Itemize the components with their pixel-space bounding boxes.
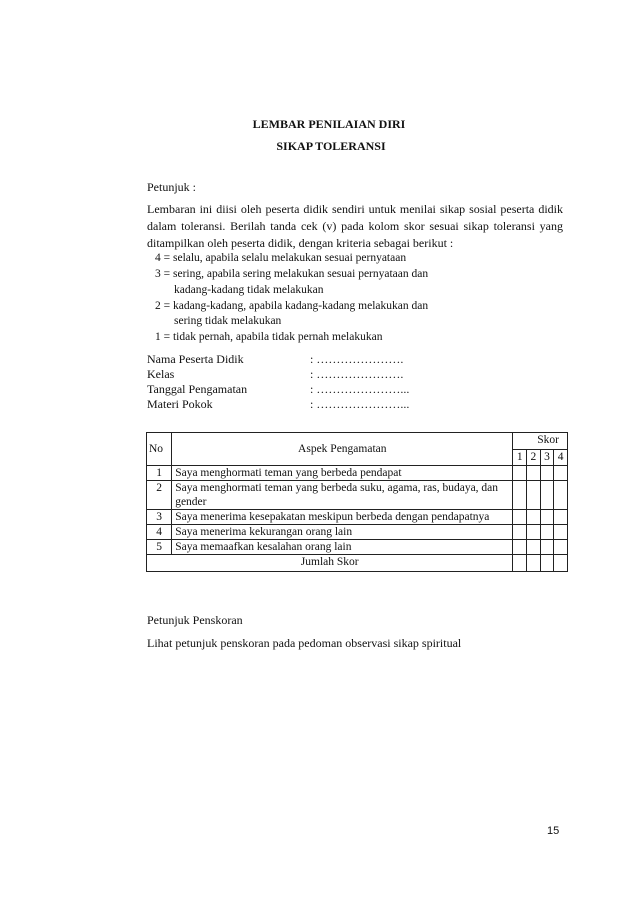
header-skor: Skor [513, 433, 568, 450]
header-skor-3: 3 [540, 450, 554, 466]
score-cell-1[interactable] [513, 466, 527, 481]
score-cell-4[interactable] [554, 466, 568, 481]
header-skor-1: 1 [513, 450, 527, 466]
total-row [147, 555, 568, 572]
row-aspek: Saya menerima kesepakatan meskipun berbeda dengan pendapatnya [172, 510, 513, 525]
table-row [147, 510, 568, 525]
page-number: 15 [547, 825, 560, 837]
score-cell-4[interactable] [554, 481, 568, 510]
assessment-table [146, 432, 568, 572]
document-subtitle: SIKAP TOLERANSI [276, 139, 386, 153]
table-row [147, 481, 568, 510]
scoring-label: Petunjuk Penskoran [147, 613, 243, 627]
total-label: Jumlah Skor [147, 555, 513, 572]
table-row [147, 466, 568, 481]
identity-value-date: : …………………... [310, 382, 410, 396]
score-cell-2[interactable] [527, 481, 541, 510]
instructions-paragraph: Lembaran ini diisi oleh peserta didik sendiri untuk menilai sikap sosial peserta didik dalam toleransi. Berilah tanda cek (v) pada kolom skor sesuai sikap toleransi yang ditampilkan oleh peserta didik, dengan kriteria sebagai berikut : [147, 202, 563, 250]
total-cell-3[interactable] [540, 555, 554, 572]
score-cell-2[interactable] [527, 466, 541, 481]
header-skor-2: 2 [527, 450, 541, 466]
scoring-text: Lihat petunjuk penskoran pada pedoman observasi sikap spiritual [147, 636, 462, 650]
total-cell-1[interactable] [513, 555, 527, 572]
score-cell-2[interactable] [527, 510, 541, 525]
total-cell-2[interactable] [527, 555, 541, 572]
score-cell-3[interactable] [540, 466, 554, 481]
identity-label-date: Tanggal Pengamatan [147, 382, 248, 396]
table-row [147, 525, 568, 540]
criteria-item-3-cont: kadang-kadang tidak melakukan [174, 284, 324, 296]
criteria-item-2-cont: sering tidak melakukan [174, 315, 282, 327]
score-cell-1[interactable] [513, 540, 527, 555]
score-cell-1[interactable] [513, 481, 527, 510]
criteria-item-3: 3 = sering, apabila sering melakukan sesuai pernyataan dan [155, 268, 429, 280]
row-no: 5 [147, 540, 172, 555]
row-no: 4 [147, 525, 172, 540]
identity-label-class: Kelas [147, 367, 175, 381]
row-aspek: Saya memaafkan kesalahan orang lain [172, 540, 513, 555]
score-cell-4[interactable] [554, 510, 568, 525]
identity-value-topic: : …………………... [310, 397, 410, 411]
criteria-item-2: 2 = kadang-kadang, apabila kadang-kadang melakukan dan [155, 300, 429, 312]
score-cell-4[interactable] [554, 540, 568, 555]
row-no: 1 [147, 466, 172, 481]
identity-value-name: : …………………. [310, 352, 404, 366]
score-cell-3[interactable] [540, 481, 554, 510]
score-cell-2[interactable] [527, 540, 541, 555]
score-cell-3[interactable] [540, 510, 554, 525]
header-aspek: Aspek Pengamatan [172, 433, 513, 466]
row-aspek: Saya menerima kekurangan orang lain [172, 525, 513, 540]
row-aspek: Saya menghormati teman yang berbeda suku, agama, ras, budaya, dan gender [172, 481, 513, 510]
criteria-item-4: 4 = selalu, apabila selalu melakukan sesuai pernyataan [155, 252, 407, 264]
header-no: No [147, 433, 172, 466]
score-cell-1[interactable] [513, 510, 527, 525]
row-no: 3 [147, 510, 172, 525]
score-cell-3[interactable] [540, 525, 554, 540]
identity-label-topic: Materi Pokok [147, 397, 213, 411]
table-row [147, 540, 568, 555]
identity-value-class: : …………………. [310, 367, 404, 381]
total-cell-4[interactable] [554, 555, 568, 572]
score-cell-1[interactable] [513, 525, 527, 540]
instructions-label: Petunjuk : [147, 180, 197, 194]
score-cell-2[interactable] [527, 525, 541, 540]
row-aspek: Saya menghormati teman yang berbeda pendapat [172, 466, 513, 481]
row-no: 2 [147, 481, 172, 510]
identity-label-name: Nama Peserta Didik [147, 352, 244, 366]
score-cell-4[interactable] [554, 525, 568, 540]
header-skor-4: 4 [554, 450, 568, 466]
criteria-item-1: 1 = tidak pernah, apabila tidak pernah melakukan [155, 331, 383, 343]
score-cell-3[interactable] [540, 540, 554, 555]
document-title: LEMBAR PENILAIAN DIRI [252, 117, 406, 131]
